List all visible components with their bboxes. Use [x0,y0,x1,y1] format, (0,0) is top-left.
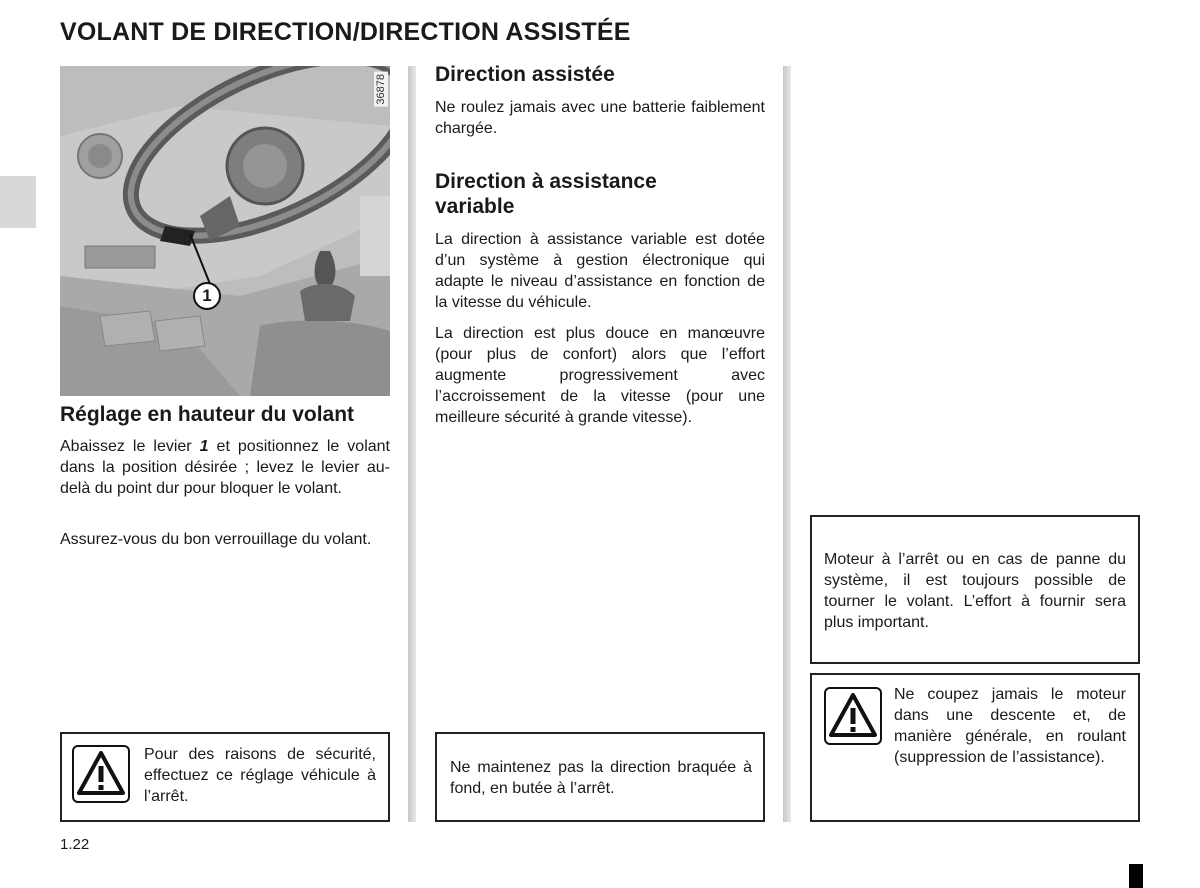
height-adjustment-text: Abaissez le levier 1 et positionnez le volant dans la position désirée ; levez le levier au-delà du point dur pour bloquer le volant. [60,438,391,497]
engine-off-note-text: Moteur à l’arrêt ou en cas de panne du système, il est toujours possible de tourner le volant. L’effort à fournir sera plus important. [824,551,1126,631]
steering-softness-text: La direction est plus douce en manœuvre (pour plus de confort) alors que l’effort augmente progressivement avec l’accroissement de la vitesse (pour une meilleure sécurité à grande vitesse). [435,325,765,426]
column-divider-left [408,66,416,822]
engine-off-note-box [810,515,1140,664]
descent-warning-box [810,673,1140,822]
section-heading-power-steering: Direction assistée [435,63,615,86]
figure-callout-1: 1 [202,286,212,305]
battery-warning-text: Ne roulez jamais avec une batterie faiblement chargée. [435,99,765,137]
section-heading-variable-assistance: Direction à assistance variable [435,170,657,218]
figure-number: 36878 [375,74,387,105]
steering-lock-note-box [435,732,765,822]
steering-lock-note-text: Ne maintenez pas la direction braquée à fond, en butée à l’arrêt. [450,759,752,797]
page-number: 1.22 [60,836,90,853]
steering-wheel-illustration [60,66,390,396]
safety-warning-box [60,732,390,822]
lever-reference: 1 [199,438,209,455]
column-divider-right [783,66,791,822]
warning-triangle-icon [72,745,130,803]
safety-warning-text: Pour des raisons de sécurité, effectuez ce réglage véhicule à l’arrêt. [144,746,376,805]
section-heading-height-adjustment: Réglage en hauteur du volant [60,403,355,426]
descent-warning-text: Ne coupez jamais le moteur dans une descente et, de manière générale, en roulant (suppression de l’assistance). [894,686,1126,766]
lock-check-text: Assurez-vous du bon verrouillage du volant. [60,531,372,548]
variable-assistance-text: La direction à assistance variable est dotée d’un système à gestion électronique qui adapte le niveau d’assistance en fonction de la vitesse du véhicule. [435,231,765,311]
page-title: VOLANT DE DIRECTION/DIRECTION ASSISTÉE [60,18,631,46]
page-corner-mark [1129,864,1143,888]
dashboard-drawing [60,66,390,396]
chapter-tab [0,176,36,228]
